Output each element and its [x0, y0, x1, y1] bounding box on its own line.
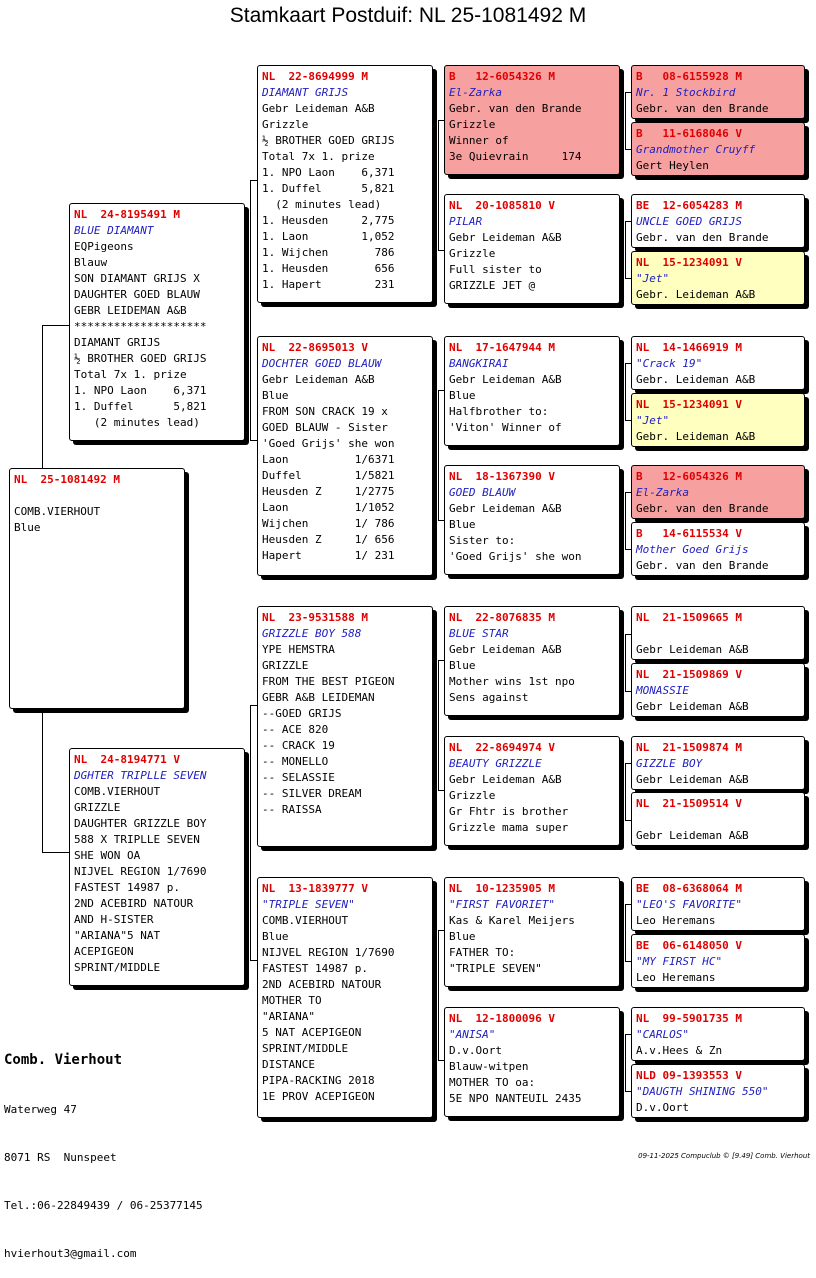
connector-line: [438, 660, 439, 790]
pigeon-card-g4-10[interactable]: [631, 736, 805, 790]
pigeon-name: "CARLOS": [636, 1028, 689, 1041]
pigeon-info-line: -- RAISSA: [262, 803, 322, 816]
pigeon-info-line: Mother wins 1st npo: [449, 675, 575, 688]
footer-credit: 09-11-2025 Compuclub © [9.49] Comb. Vierhout: [638, 1152, 810, 1160]
pigeon-card-g4-5[interactable]: [631, 393, 805, 447]
pigeon-info-line: Grizzle: [262, 118, 309, 131]
pigeon-name: El-Zarka: [636, 486, 689, 499]
pigeon-card-g4-3[interactable]: [631, 251, 805, 305]
pigeon-info-line: Blue: [449, 518, 476, 531]
pigeon-name: GOED BLAUW: [449, 486, 516, 499]
pigeon-card-g4-15[interactable]: [631, 1064, 805, 1118]
pigeon-info-line: 588 X TRIPLLE SEVEN: [74, 833, 200, 846]
pigeon-info-line: Blue: [14, 521, 41, 534]
pigeon-info-line: -- CRACK 19: [262, 739, 335, 752]
pigeon-name: "Crack 19": [636, 357, 703, 370]
pigeon-info-line: Duffel 1/5821: [262, 469, 395, 482]
connector-line: [625, 763, 626, 820]
ring-number: NL 22-8694999 M: [262, 70, 368, 83]
connector-line: [438, 930, 439, 1060]
pigeon-name: "DAUGTH SHINING 550": [636, 1085, 769, 1098]
pigeon-info-line: Gebr Leideman A&B: [636, 700, 749, 713]
pigeon-info-line: Sens against: [449, 691, 529, 704]
pigeon-card-g4-0[interactable]: [631, 65, 805, 119]
pigeon-card-g3-4[interactable]: [444, 606, 620, 716]
pigeon-info-line: FASTEST 14987 p.: [262, 962, 368, 975]
ring-number: NL 22-8695013 V: [262, 341, 368, 354]
pigeon-name: BEAUTY GRIZZLE: [449, 757, 542, 770]
pigeon-info-line: -- ACE 820: [262, 723, 329, 736]
connector-line: [625, 634, 626, 691]
pigeon-info-line: Gebr Leideman A&B: [262, 373, 375, 386]
pigeon-info-line: Blue: [449, 930, 476, 943]
pigeon-card-g4-13[interactable]: [631, 934, 805, 988]
pigeon-info-line: MOTHER TO: [262, 994, 322, 1007]
pigeon-info-line: Gebr Leideman A&B: [449, 231, 562, 244]
pigeon-card-g3-3[interactable]: [444, 465, 620, 575]
pigeon-info-line: Blue: [262, 389, 289, 402]
pigeon-info-line: Grizzle: [449, 789, 496, 802]
pigeon-info-line: Full sister to: [449, 263, 542, 276]
pigeon-info-line: ACEPIGEON: [74, 945, 134, 958]
pigeon-info-line: 1. Duffel 5,821: [74, 400, 207, 413]
pigeon-card-g4-11[interactable]: [631, 792, 805, 846]
owner-address: Waterweg 47: [4, 1103, 77, 1116]
pigeon-card-g3-1[interactable]: [444, 194, 620, 304]
pigeon-name: BANGKIRAI: [449, 357, 509, 370]
pigeon-info-line: A.v.Hees & Zn: [636, 1044, 723, 1057]
pigeon-info-line: Gebr. van den Brande: [449, 102, 582, 115]
pigeon-info-line: Gebr Leideman A&B: [449, 773, 562, 786]
pigeon-card-g4-9[interactable]: [631, 663, 805, 717]
ring-number: NL 21-1509869 V: [636, 668, 742, 681]
pigeon-info-line: GOED BLAUW - Sister: [262, 421, 388, 434]
pigeon-info-line: 1. Duffel 5,821: [262, 182, 395, 195]
pigeon-info-line: Laon 1/1052: [262, 501, 395, 514]
pigeon-info-line: Total 7x 1. prize: [74, 368, 187, 381]
pigeon-info-line: Heusden Z 1/ 656: [262, 533, 395, 546]
pigeon-info-line: Gert Heylen: [636, 159, 709, 172]
pigeon-info-line: Gebr Leideman A&B: [262, 102, 375, 115]
pigeon-info-line: Kas & Karel Meijers: [449, 914, 575, 927]
pigeon-info-line: Gebr Leideman A&B: [449, 643, 562, 656]
ring-number: NL 24-8194771 V: [74, 753, 180, 766]
pigeon-info-line: Gebr Leideman A&B: [449, 502, 562, 515]
pigeon-info-line: FASTEST 14987 p.: [74, 881, 180, 894]
connector-line: [625, 221, 626, 278]
ring-number: NL 24-8195491 M: [74, 208, 180, 221]
pigeon-info-line: GEBR LEIDEMAN A&B: [74, 304, 187, 317]
pigeon-info-line: Winner of: [449, 134, 509, 147]
ring-number: NL 17-1647944 M: [449, 341, 555, 354]
ring-number: NL 25-1081492 M: [14, 473, 120, 486]
pigeon-info-line: COMB.VIERHOUT: [262, 914, 349, 927]
pigeon-info-line: -- SELASSIE: [262, 771, 335, 784]
pigeon-info-line: ½ BROTHER GOED GRIJS: [74, 352, 207, 365]
ring-number: NL 20-1085810 V: [449, 199, 555, 212]
pigeon-info-line: --GOED GRIJS: [262, 707, 342, 720]
pigeon-info-line: Heusden Z 1/2775: [262, 485, 395, 498]
ring-number: B 08-6155928 M: [636, 70, 742, 83]
connector-line: [438, 120, 439, 250]
pigeon-info-line: Grizzle mama super: [449, 821, 569, 834]
connector-line: [250, 180, 251, 440]
pigeon-info-line: NIJVEL REGION 1/7690: [74, 865, 207, 878]
pigeon-card-g4-1[interactable]: [631, 122, 805, 176]
pigeon-info-line: DIAMANT GRIJS: [74, 336, 161, 349]
pigeon-card-g4-12[interactable]: [631, 877, 805, 931]
ring-number: NL 22-8694974 V: [449, 741, 555, 754]
pigeon-card-g4-8[interactable]: [631, 606, 805, 660]
pigeon-card-fm[interactable]: [257, 336, 433, 576]
pigeon-info-line: Blauw-witpen: [449, 1060, 529, 1073]
pigeon-info-line: 1. Heusden 656: [262, 262, 395, 275]
ring-number: NL 15-1234091 V: [636, 398, 742, 411]
pigeon-info-line: DAUGHTER GRIZZLE BOY: [74, 817, 207, 830]
pigeon-name: MONASSIE: [636, 684, 689, 697]
pigeon-card-g3-2[interactable]: [444, 336, 620, 446]
pigeon-info-line: Leo Heremans: [636, 971, 716, 984]
connector-line: [625, 1034, 626, 1091]
pigeon-info-line: PIPA-RACKING 2018: [262, 1074, 375, 1087]
owner-phone: Tel.:06-22849439 / 06-25377145: [4, 1199, 203, 1212]
pigeon-info-line: 5 NAT ACEPIGEON: [262, 1026, 362, 1039]
connector-line: [625, 363, 626, 420]
ring-number: NL 10-1235905 M: [449, 882, 555, 895]
pigeon-name: Grandmother Cruyff: [636, 143, 756, 156]
pigeon-info-line: Gebr. van den Brande: [636, 559, 769, 572]
pigeon-info-line: Gebr Leideman A&B: [636, 643, 749, 656]
pigeon-info-line: [14, 488, 180, 504]
owner-info: [4, 1018, 203, 1278]
pigeon-info-line: Gebr. Leideman A&B: [636, 430, 756, 443]
pigeon-info-line: SHE WON OA: [74, 849, 141, 862]
pigeon-info-line: 1. NPO Laon 6,371: [262, 166, 395, 179]
connector-line: [625, 904, 626, 961]
pigeon-info-line: Blue: [262, 930, 289, 943]
pigeon-name: BLUE DIAMANT: [74, 224, 154, 237]
pigeon-name: DGHTER TRIPLLE SEVEN: [74, 769, 207, 782]
pigeon-info-line: Sister to:: [449, 534, 516, 547]
pigeon-card-g4-4[interactable]: [631, 336, 805, 390]
ring-number: NL 14-1466919 M: [636, 341, 742, 354]
pigeon-card-mother[interactable]: [69, 748, 245, 986]
pigeon-info-line: SPRINT/MIDDLE: [74, 961, 161, 974]
pigeon-info-line: FATHER TO:: [449, 946, 516, 959]
pigeon-info-line: SPRINT/MIDDLE: [262, 1042, 349, 1055]
pigeon-info-line: Leo Heremans: [636, 914, 716, 927]
pigeon-info-line: YPE HEMSTRA: [262, 643, 335, 656]
pigeon-name: "Jet": [636, 414, 670, 427]
pigeon-info-line: 1E PROV ACEPIGEON: [262, 1090, 375, 1103]
pigeon-name: "ANISA": [449, 1028, 496, 1041]
pigeon-card-g3-0[interactable]: [444, 65, 620, 175]
ring-number: NL 21-1509514 V: [636, 797, 742, 810]
ring-number: NLD 09-1393553 V: [636, 1069, 742, 1082]
pigeon-info-line: Gebr. van den Brande: [636, 231, 769, 244]
connector-line: [250, 705, 251, 960]
ring-number: BE 12-6054283 M: [636, 199, 742, 212]
owner-email: hvierhout3@gmail.com: [4, 1247, 137, 1260]
pigeon-card-subject[interactable]: [9, 468, 185, 709]
pigeon-info-line: AND H-SISTER: [74, 913, 154, 926]
ring-number: B 14-6115534 V: [636, 527, 742, 540]
pigeon-info-line: Laon 1/6371: [262, 453, 395, 466]
pigeon-name: "MY FIRST HC": [636, 955, 723, 968]
pigeon-name: BLUE STAR: [449, 627, 509, 640]
pigeon-info-line: 1. Hapert 231: [262, 278, 395, 291]
pigeon-info-line: D.v.Oort: [449, 1044, 502, 1057]
pigeon-info-line: -- MONELLO: [262, 755, 329, 768]
pigeon-info-line: Total 7x 1. prize: [262, 150, 375, 163]
pigeon-name: "LEO'S FAVORITE": [636, 898, 742, 911]
pigeon-info-line: MOTHER TO oa:: [449, 1076, 536, 1089]
pigeon-info-line: COMB.VIERHOUT: [74, 785, 161, 798]
pigeon-info-line: 2ND ACEBIRD NATOUR: [74, 897, 194, 910]
pigeon-info-line: 2ND ACEBIRD NATOUR: [262, 978, 382, 991]
connector-line: [42, 325, 43, 468]
ring-number: B 12-6054326 M: [449, 70, 555, 83]
pigeon-name: [636, 626, 800, 642]
pigeon-card-g3-7[interactable]: [444, 1007, 620, 1117]
pigeon-info-line: 1. Laon 1,052: [262, 230, 395, 243]
pigeon-info-line: 'Viton' Winner of: [449, 421, 562, 434]
pigeon-info-line: "ARIANA"5 NAT: [74, 929, 161, 942]
pigeon-info-line: Gebr. Leideman A&B: [636, 373, 756, 386]
ring-number: NL 99-5901735 M: [636, 1012, 742, 1025]
ring-number: NL 23-9531588 M: [262, 611, 368, 624]
pigeon-name: GIZZLE BOY: [636, 757, 703, 770]
pigeon-info-line: GRIZZLE: [74, 801, 121, 814]
pigeon-info-line: -- SILVER DREAM: [262, 787, 362, 800]
pigeon-info-line: Gebr Leideman A&B: [636, 773, 749, 786]
pigeon-info-line: 1. Heusden 2,775: [262, 214, 395, 227]
pigeon-info-line: Halfbrother to:: [449, 405, 549, 418]
owner-city: 8071 RS Nunspeet: [4, 1151, 117, 1164]
pigeon-name: DOCHTER GOED BLAUW: [262, 357, 382, 370]
pigeon-info-line: ½ BROTHER GOED GRIJS: [262, 134, 395, 147]
pigeon-card-g4-14[interactable]: [631, 1007, 805, 1061]
pigeon-info-line: DAUGHTER GOED BLAUW: [74, 288, 200, 301]
pigeon-info-line: FROM THE BEST PIGEON: [262, 675, 395, 688]
pigeon-info-line: Blue: [449, 389, 476, 402]
pigeon-info-line: Gr Fhtr is brother: [449, 805, 569, 818]
pigeon-name: "TRIPLE SEVEN": [262, 898, 355, 911]
pigeon-info-line: 1. Wijchen 786: [262, 246, 395, 259]
pigeon-info-line: Gebr Leideman A&B: [449, 373, 562, 386]
pigeon-info-line: "ARIANA": [262, 1010, 315, 1023]
pigeon-info-line: Gebr Leideman A&B: [636, 829, 749, 842]
pigeon-info-line: FROM SON CRACK 19 x: [262, 405, 388, 418]
pigeon-info-line: GRIZZLE: [262, 659, 309, 672]
pigeon-card-g3-6[interactable]: [444, 877, 620, 987]
connector-line: [625, 492, 626, 549]
pigeon-info-line: ********************: [74, 320, 207, 333]
pigeon-info-line: "TRIPLE SEVEN": [449, 962, 542, 975]
ring-number: BE 06-6148050 V: [636, 939, 742, 952]
pigeon-info-line: GRIZZLE JET @: [449, 279, 536, 292]
pigeon-info-line: (2 minutes lead): [262, 198, 382, 211]
pigeon-info-line: NIJVEL REGION 1/7690: [262, 946, 395, 959]
pigeon-info-line: Hapert 1/ 231: [262, 549, 395, 562]
pigeon-info-line: Gebr. Leideman A&B: [636, 288, 756, 301]
pigeon-card-g4-6[interactable]: [631, 465, 805, 519]
ring-number: B 12-6054326 M: [636, 470, 742, 483]
pigeon-info-line: 3e Quievrain 174: [449, 150, 582, 163]
pigeon-info-line: D.v.Oort: [636, 1101, 689, 1114]
pigeon-info-line: COMB.VIERHOUT: [14, 505, 101, 518]
pigeon-info-line: Grizzle: [449, 118, 496, 131]
pigeon-card-father[interactable]: [69, 203, 245, 441]
pigeon-info-line: Gebr. van den Brande: [636, 102, 769, 115]
ring-number: NL 21-1509665 M: [636, 611, 742, 624]
pigeon-name: UNCLE GOED GRIJS: [636, 215, 742, 228]
connector-line: [42, 325, 71, 326]
pigeon-name: PILAR: [449, 215, 483, 228]
pigeon-info-line: DISTANCE: [262, 1058, 315, 1071]
pigeon-name: GRIZZLE BOY 588: [262, 627, 362, 640]
pigeon-info-line: GEBR A&B LEIDEMAN: [262, 691, 375, 704]
pigeon-info-line: Blauw: [74, 256, 108, 269]
connector-line: [625, 92, 626, 149]
pigeon-info-line: 5E NPO NANTEUIL 2435: [449, 1092, 582, 1105]
pigeon-info-line: 'Goed Grijs' she won: [262, 437, 395, 450]
pigeon-info-line: SON DIAMANT GRIJS X: [74, 272, 200, 285]
pigeon-info-line: Blue: [449, 659, 476, 672]
pigeon-card-mm[interactable]: [257, 877, 433, 1118]
pigeon-card-g4-2[interactable]: [631, 194, 805, 248]
pigeon-info-line: (2 minutes lead): [74, 416, 200, 429]
pigeon-info-line: 'Goed Grijs' she won: [449, 550, 582, 563]
pigeon-name: El-Zarka: [449, 86, 502, 99]
pigeon-card-g4-7[interactable]: [631, 522, 805, 576]
page-title: Stamkaart Postduif: NL 25-1081492 M: [229, 4, 587, 27]
pigeon-info-line: 1. NPO Laon 6,371: [74, 384, 207, 397]
pigeon-name: DIAMANT GRIJS: [262, 86, 349, 99]
ring-number: BE 08-6368064 M: [636, 882, 742, 895]
ring-number: NL 22-8076835 M: [449, 611, 555, 624]
pigeon-name: [636, 812, 800, 828]
ring-number: B 11-6168046 V: [636, 127, 742, 140]
connector-line: [438, 390, 439, 520]
pigeon-name: Mother Goed Grijs: [636, 543, 749, 556]
owner-name: Comb. Vierhout: [4, 1052, 123, 1068]
connector-line: [42, 852, 71, 853]
pigeon-info-line: Wijchen 1/ 786: [262, 517, 395, 530]
ring-number: NL 15-1234091 V: [636, 256, 742, 269]
pigeon-name: "FIRST FAVORIET": [449, 898, 555, 911]
pigeon-name: Nr. 1 Stockbird: [636, 86, 736, 99]
pigeon-card-ff[interactable]: [257, 65, 433, 303]
pigeon-info-line: EQPigeons: [74, 240, 134, 253]
pigeon-name: "Jet": [636, 272, 670, 285]
pigeon-card-g3-5[interactable]: [444, 736, 620, 846]
pigeon-info-line: Grizzle: [449, 247, 496, 260]
ring-number: NL 18-1367390 V: [449, 470, 555, 483]
ring-number: NL 21-1509874 M: [636, 741, 742, 754]
connector-line: [42, 712, 43, 852]
ring-number: NL 13-1839777 V: [262, 882, 368, 895]
pigeon-card-mf[interactable]: [257, 606, 433, 847]
ring-number: NL 12-1800096 V: [449, 1012, 555, 1025]
pigeon-info-line: Gebr. van den Brande: [636, 502, 769, 515]
